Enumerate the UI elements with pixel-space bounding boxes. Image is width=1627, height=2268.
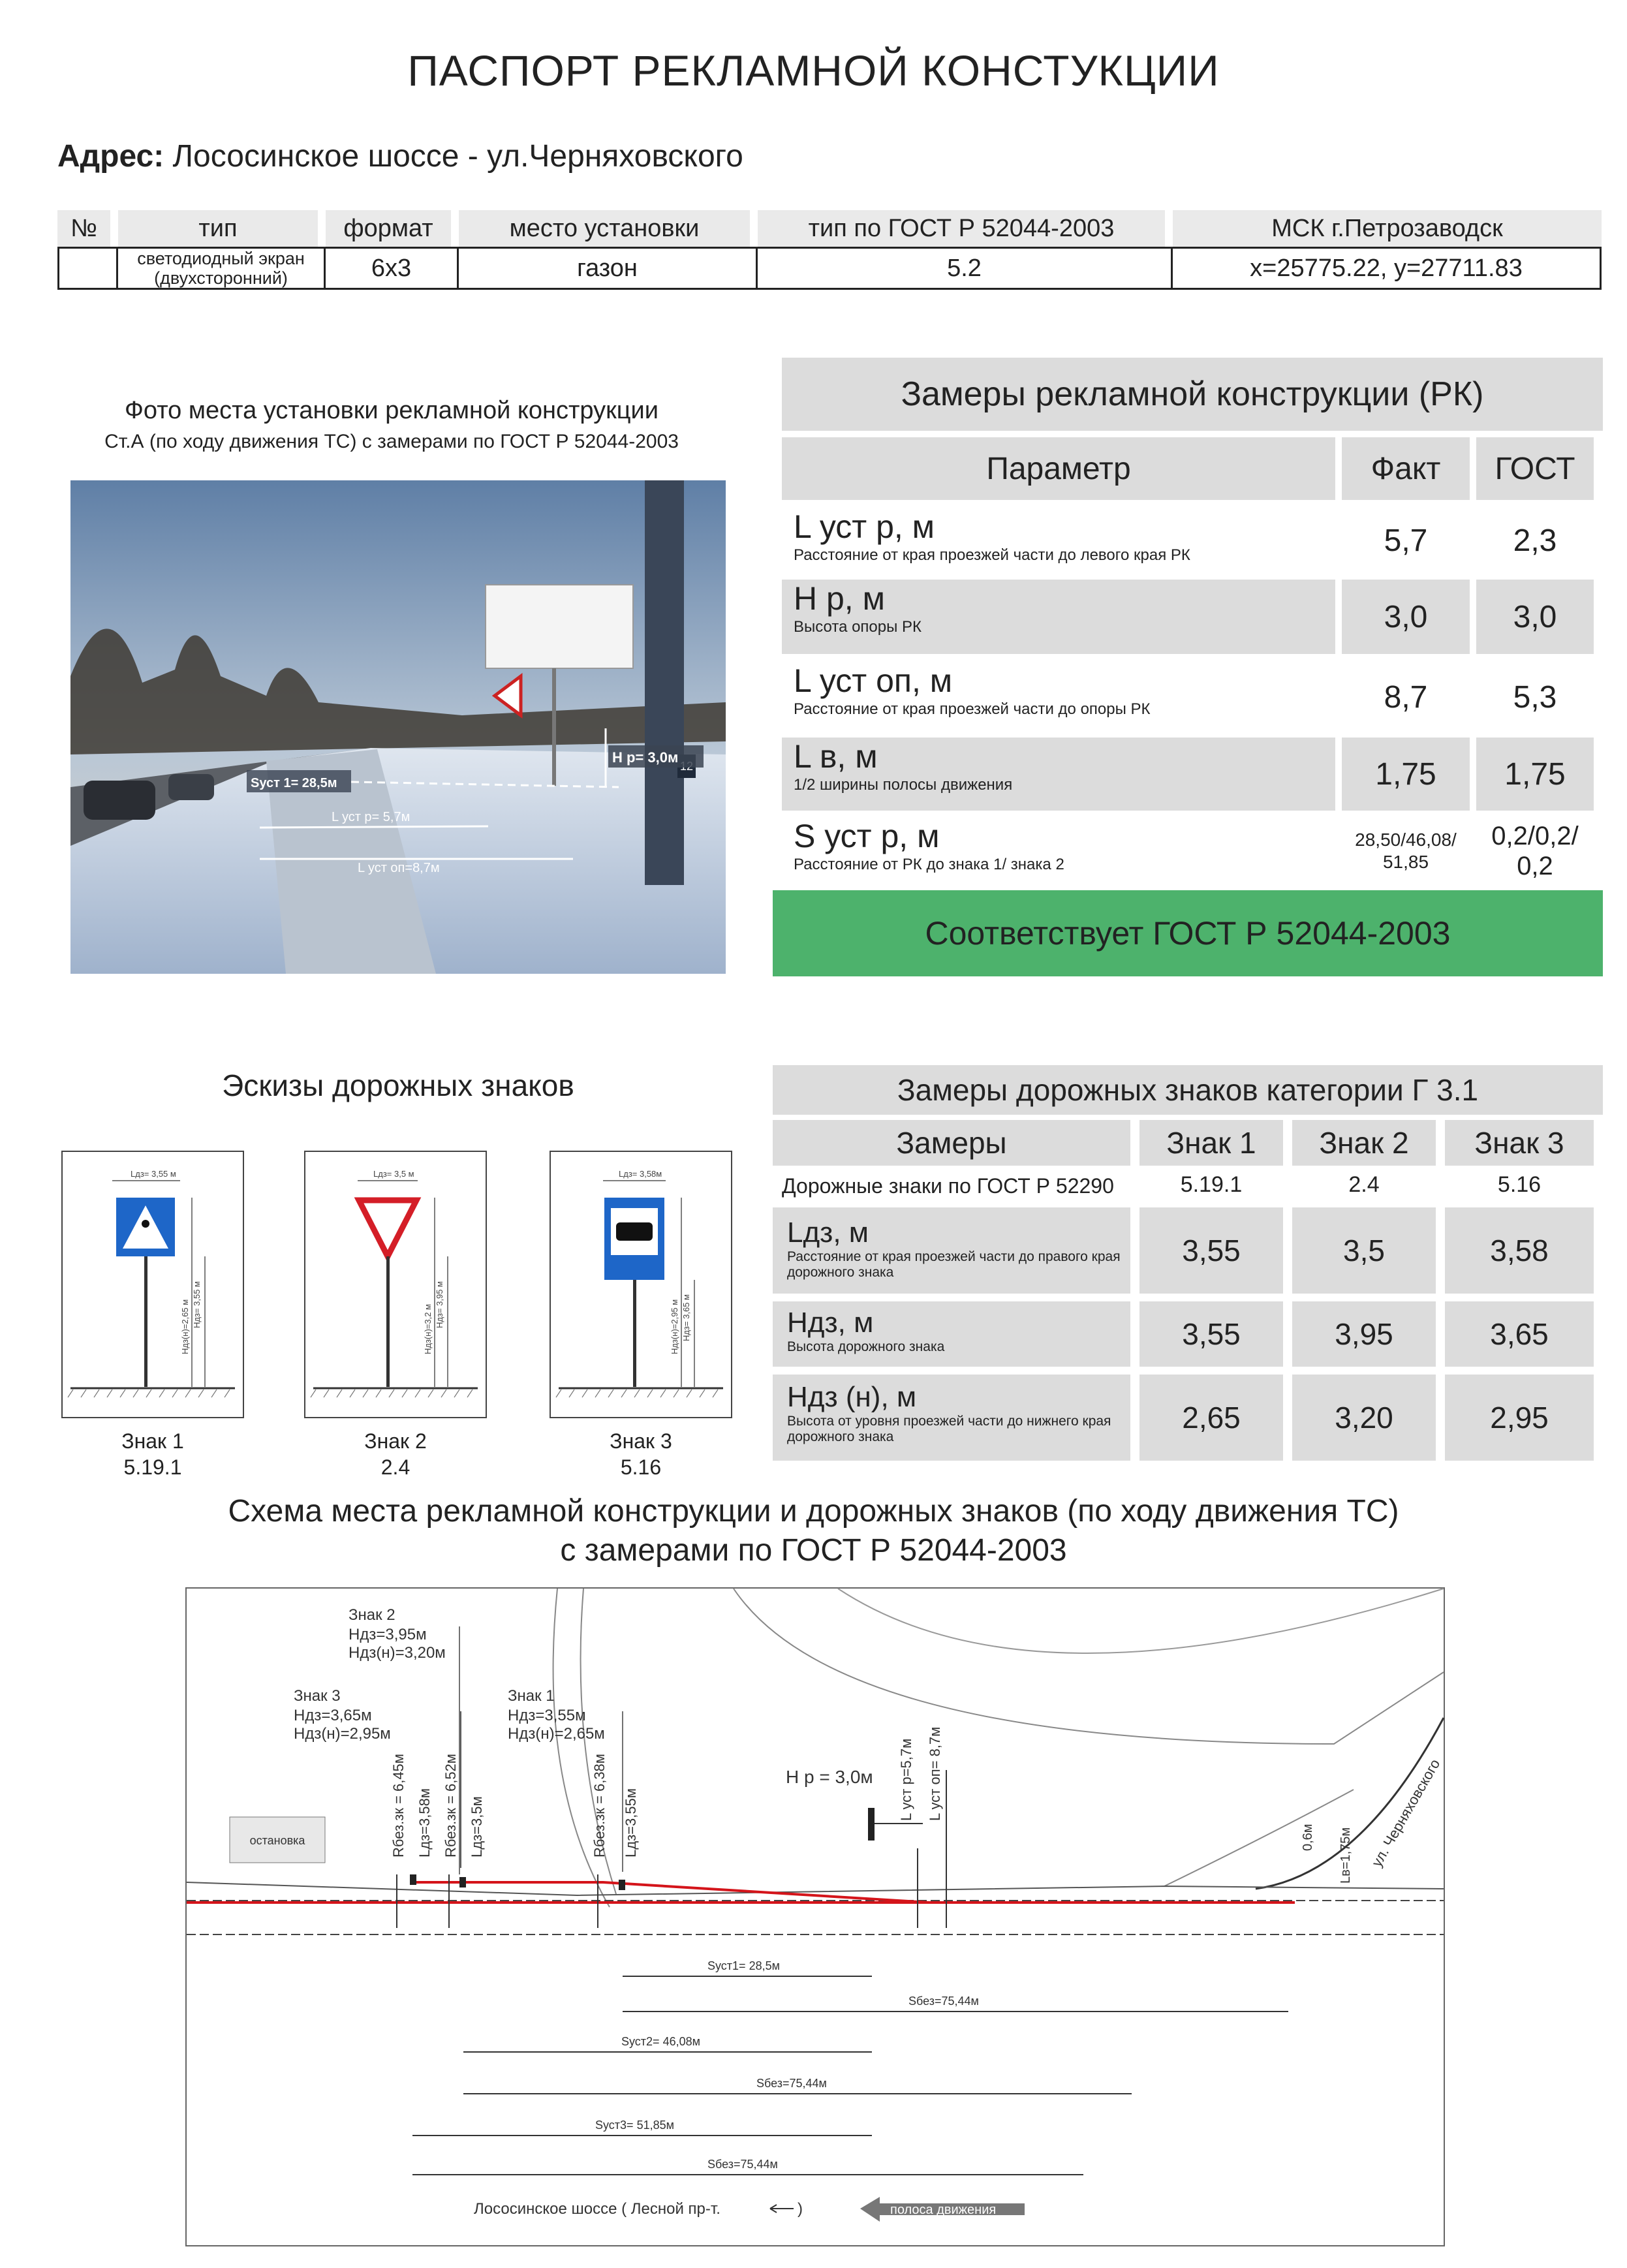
dim-label: Sбез=75,44м	[707, 2158, 778, 2171]
sign-row-value: 2,95	[1445, 1375, 1594, 1461]
scheme-sign2-h: Hдз=3,95м	[349, 1626, 427, 1643]
sign-caption-3	[550, 1428, 732, 1480]
vert-label: Rбез.зк = 6,52м	[442, 1754, 459, 1857]
scheme-hp-label: H р = 3,0м	[786, 1767, 873, 1787]
rk-row-param	[782, 580, 1335, 654]
site-photo	[70, 480, 726, 974]
address-value: Лососинское шоссе - ул.Черняховского	[172, 139, 743, 174]
rk-row-param	[782, 738, 1335, 811]
sign-row-param	[773, 1301, 1130, 1367]
site-scheme	[185, 1587, 1445, 2246]
rk-header-gost: ГОСТ	[1476, 437, 1594, 500]
scheme-sign3-h: Hдз=3,65м	[294, 1707, 372, 1724]
rk-row-gost: 1,75	[1476, 738, 1594, 811]
vert-label: Lв=1,75м	[1339, 1827, 1353, 1884]
address-line	[57, 138, 743, 174]
vert-label: L уст р=5,7м	[898, 1738, 914, 1821]
scheme-title-line1: Схема места рекламной конструкции и дорожных знаков (по ходу движения ТС)	[228, 1494, 1399, 1529]
table-cell	[57, 247, 118, 290]
sign-caption-2	[304, 1428, 487, 1480]
sketch-l-label: Lдз= 3,5 м	[373, 1169, 414, 1179]
scheme-sign1-h: Hдз=3,55м	[508, 1707, 586, 1724]
info-table-header	[57, 210, 1602, 247]
sketch-h-label: Hдз= 3,65 м	[681, 1294, 691, 1341]
info-table-row	[57, 247, 1602, 290]
sign-sketch-1	[61, 1151, 244, 1418]
sketch-l-label: Lдз= 3,58м	[619, 1169, 662, 1179]
photo-l2-label: L уст оп=8,7м	[358, 861, 440, 875]
sketch-hn-label: Hдз(н)=2,95 м	[670, 1299, 679, 1354]
rk-row-fact: 3,0	[1342, 580, 1470, 654]
photo-s-label: Sуст 1= 28,5м	[251, 776, 337, 790]
sign-row-value: 3,5	[1292, 1207, 1436, 1294]
lane-label: полоса движения	[890, 2203, 997, 2217]
rk-row-param	[782, 508, 1335, 573]
rk-row-fact: 5,7	[1384, 523, 1428, 558]
rk-panel-title: Замеры рекламной конструкции (РК)	[782, 358, 1603, 431]
param-name: Hдз, м	[787, 1307, 874, 1339]
sketch-hn-label: Hдз(н)=3,2 м	[423, 1304, 433, 1354]
vert-label: Lдз=3,58м	[416, 1788, 433, 1857]
sign-name: Знак 3	[610, 1429, 672, 1453]
photo-subcaption: Ст.А (по ходу движения ТС) с замерами по ГОСТ Р 52044-2003	[104, 431, 679, 452]
param-name: L уст оп, м	[794, 662, 953, 699]
vert-label: Rбез.зк = 6,45м	[390, 1754, 407, 1857]
vert-label: Rбез.зк = 6,38м	[591, 1754, 608, 1857]
photo-l1-label: L уст р= 5,7м	[332, 810, 411, 824]
param-name: Lдз, м	[787, 1217, 869, 1249]
header-cell: тип	[118, 210, 326, 247]
sign-row-value: 3,55	[1139, 1301, 1283, 1367]
dim-label: Sуст1= 28,5м	[707, 1959, 780, 1972]
sign-code: 5.16	[620, 1455, 662, 1479]
vert-label: 0,6м	[1301, 1824, 1315, 1851]
table-cell: 6x3	[326, 247, 459, 290]
sign-header-cell: Замеры	[773, 1120, 1130, 1166]
photo-h-label: H p= 3,0м	[612, 749, 679, 766]
sign-sketches-title: Эскизы дорожных знаков	[222, 1068, 574, 1102]
sign-row-value: 3,20	[1292, 1375, 1436, 1461]
rk-header-fact: Факт	[1342, 437, 1470, 500]
param-desc: Расстояние от края проезжей части до правого края дорожного знака	[787, 1249, 1121, 1280]
scheme-sign2-hn: Hдз(н)=3,20м	[349, 1644, 446, 1662]
sign-header-cell: Знак 1	[1139, 1120, 1283, 1166]
sketch-l-label: Lдз= 3,55 м	[131, 1169, 176, 1179]
gost-row-value: 2.4	[1348, 1172, 1380, 1197]
param-desc: Расстояние от РК до знака 1/ знака 2	[794, 856, 1064, 873]
rk-row-gost: 3,0	[1476, 580, 1594, 654]
scheme-sign3-name: Знак 3	[294, 1687, 341, 1705]
header-cell: МСК г.Петрозаводск	[1173, 210, 1602, 247]
table-cell: 5.2	[758, 247, 1173, 290]
rk-row-param	[782, 817, 1335, 885]
rk-row-gost: 0,2/0,2/ 0,2	[1491, 822, 1579, 880]
stop-label: остановка	[249, 1834, 305, 1847]
sign-row-value: 3,65	[1445, 1301, 1594, 1367]
rk-row-gost: 5,3	[1513, 679, 1557, 715]
sketch-hn-label: Hдз(н)=2,65 м	[180, 1299, 190, 1354]
sketch-h-label: Hдз= 3,95 м	[435, 1281, 444, 1328]
scheme-sign1-hn: Hдз(н)=2,65м	[508, 1725, 605, 1743]
info-table	[57, 210, 1602, 290]
rk-header-param: Параметр	[782, 437, 1335, 500]
header-cell: тип по ГОСТ Р 52044-2003	[758, 210, 1173, 247]
sign-header-cell: Знак 2	[1292, 1120, 1436, 1166]
table-cell: x=25775.22, y=27711.83	[1173, 247, 1602, 290]
vert-label: Lдз=3,5м	[469, 1796, 485, 1857]
sign-header-cell: Знак 3	[1445, 1120, 1594, 1166]
rk-row-fact: 8,7	[1384, 679, 1428, 715]
gost-compliance-banner: Соответствует ГОСТ Р 52044-2003	[773, 890, 1603, 976]
sign-sketch-3	[550, 1151, 732, 1418]
sign-measurements-title: Замеры дорожных знаков категории Г 3.1	[773, 1065, 1603, 1115]
param-desc: Расстояние от края проезжей части до опоры РК	[794, 700, 1151, 718]
sketch-h-label: Hдз= 3,55 м	[192, 1281, 202, 1328]
sign-code: 5.19.1	[123, 1455, 182, 1479]
sign-code: 2.4	[380, 1455, 411, 1479]
vert-label: Lдз=3,55м	[623, 1788, 639, 1857]
road-label: Лососинское шоссе ( Лесной пр-т.	[474, 2200, 721, 2218]
rk-row-gost: 2,3	[1513, 523, 1557, 558]
param-desc: 1/2 ширины полосы движения	[794, 776, 1013, 794]
sign-caption-1	[61, 1428, 244, 1480]
street-label: ул. Черняховского	[1368, 1756, 1444, 1870]
sign-row-value: 3,55	[1139, 1207, 1283, 1294]
param-name: L уст р, м	[794, 508, 935, 545]
dim-label: Sбез=75,44м	[756, 2077, 827, 2090]
param-name: H р, м	[794, 580, 885, 617]
param-desc: Высота дорожного знака	[787, 1339, 945, 1354]
sign-sketch-2	[304, 1151, 487, 1418]
rk-row-param	[782, 662, 1335, 732]
scheme-sign2-name: Знак 2	[349, 1606, 395, 1624]
scheme-sign3-hn: Hдз(н)=2,95м	[294, 1725, 391, 1743]
sign-row-value: 3,58	[1445, 1207, 1594, 1294]
rk-row-fact: 28,50/46,08/ 51,85	[1355, 830, 1457, 872]
header-cell: место установки	[459, 210, 758, 247]
dim-label: Sуст3= 51,85м	[595, 2119, 674, 2132]
param-desc: Расстояние от края проезжей части до левого края РК	[794, 546, 1190, 564]
sign-row-param	[773, 1375, 1130, 1461]
param-name: L в, м	[794, 738, 878, 775]
scheme-title	[0, 1492, 1627, 1570]
param-name: S уст р, м	[794, 818, 940, 854]
sign-name: Знак 1	[121, 1429, 184, 1453]
header-cell: формат	[326, 210, 459, 247]
gost-row-name: Дорожные знаки по ГОСТ Р 52290	[782, 1173, 1114, 1198]
gost-row-value: 5.19.1	[1180, 1172, 1243, 1197]
sign-row-value: 2,65	[1139, 1375, 1283, 1461]
rk-row-fact: 1,75	[1342, 738, 1470, 811]
dim-label: Sбез=75,44м	[908, 1995, 979, 2008]
scheme-title-line2: с замерами по ГОСТ Р 52044-2003	[560, 1533, 1067, 1568]
param-desc: Высота от уровня проезжей части до нижнего края дорожного знака	[787, 1414, 1111, 1444]
header-cell: №	[57, 210, 118, 247]
dim-label: Sуст2= 46,08м	[621, 2035, 700, 2048]
sign-row-value: 3,95	[1292, 1301, 1436, 1367]
table-cell: газон	[459, 247, 758, 290]
photo-caption: Фото места установки рекламной конструкции	[125, 397, 659, 424]
param-desc: Высота опоры РК	[794, 618, 922, 636]
gost-row-value: 5.16	[1497, 1172, 1542, 1197]
table-cell: светодиодный экран (двухсторонний)	[118, 247, 326, 290]
scheme-sign1-name: Знак 1	[508, 1687, 555, 1705]
param-name: Hдз (н), м	[787, 1381, 917, 1413]
sign-name: Знак 2	[364, 1429, 427, 1453]
page-title: ПАСПОРТ РЕКЛАМНОЙ КОНСТУКЦИИ	[407, 46, 1220, 95]
vert-label: L уст оп= 8,7м	[927, 1726, 943, 1821]
road-label-end: )	[798, 2200, 803, 2218]
address-label: Адрес:	[57, 139, 164, 174]
sign-row-param	[773, 1207, 1130, 1294]
